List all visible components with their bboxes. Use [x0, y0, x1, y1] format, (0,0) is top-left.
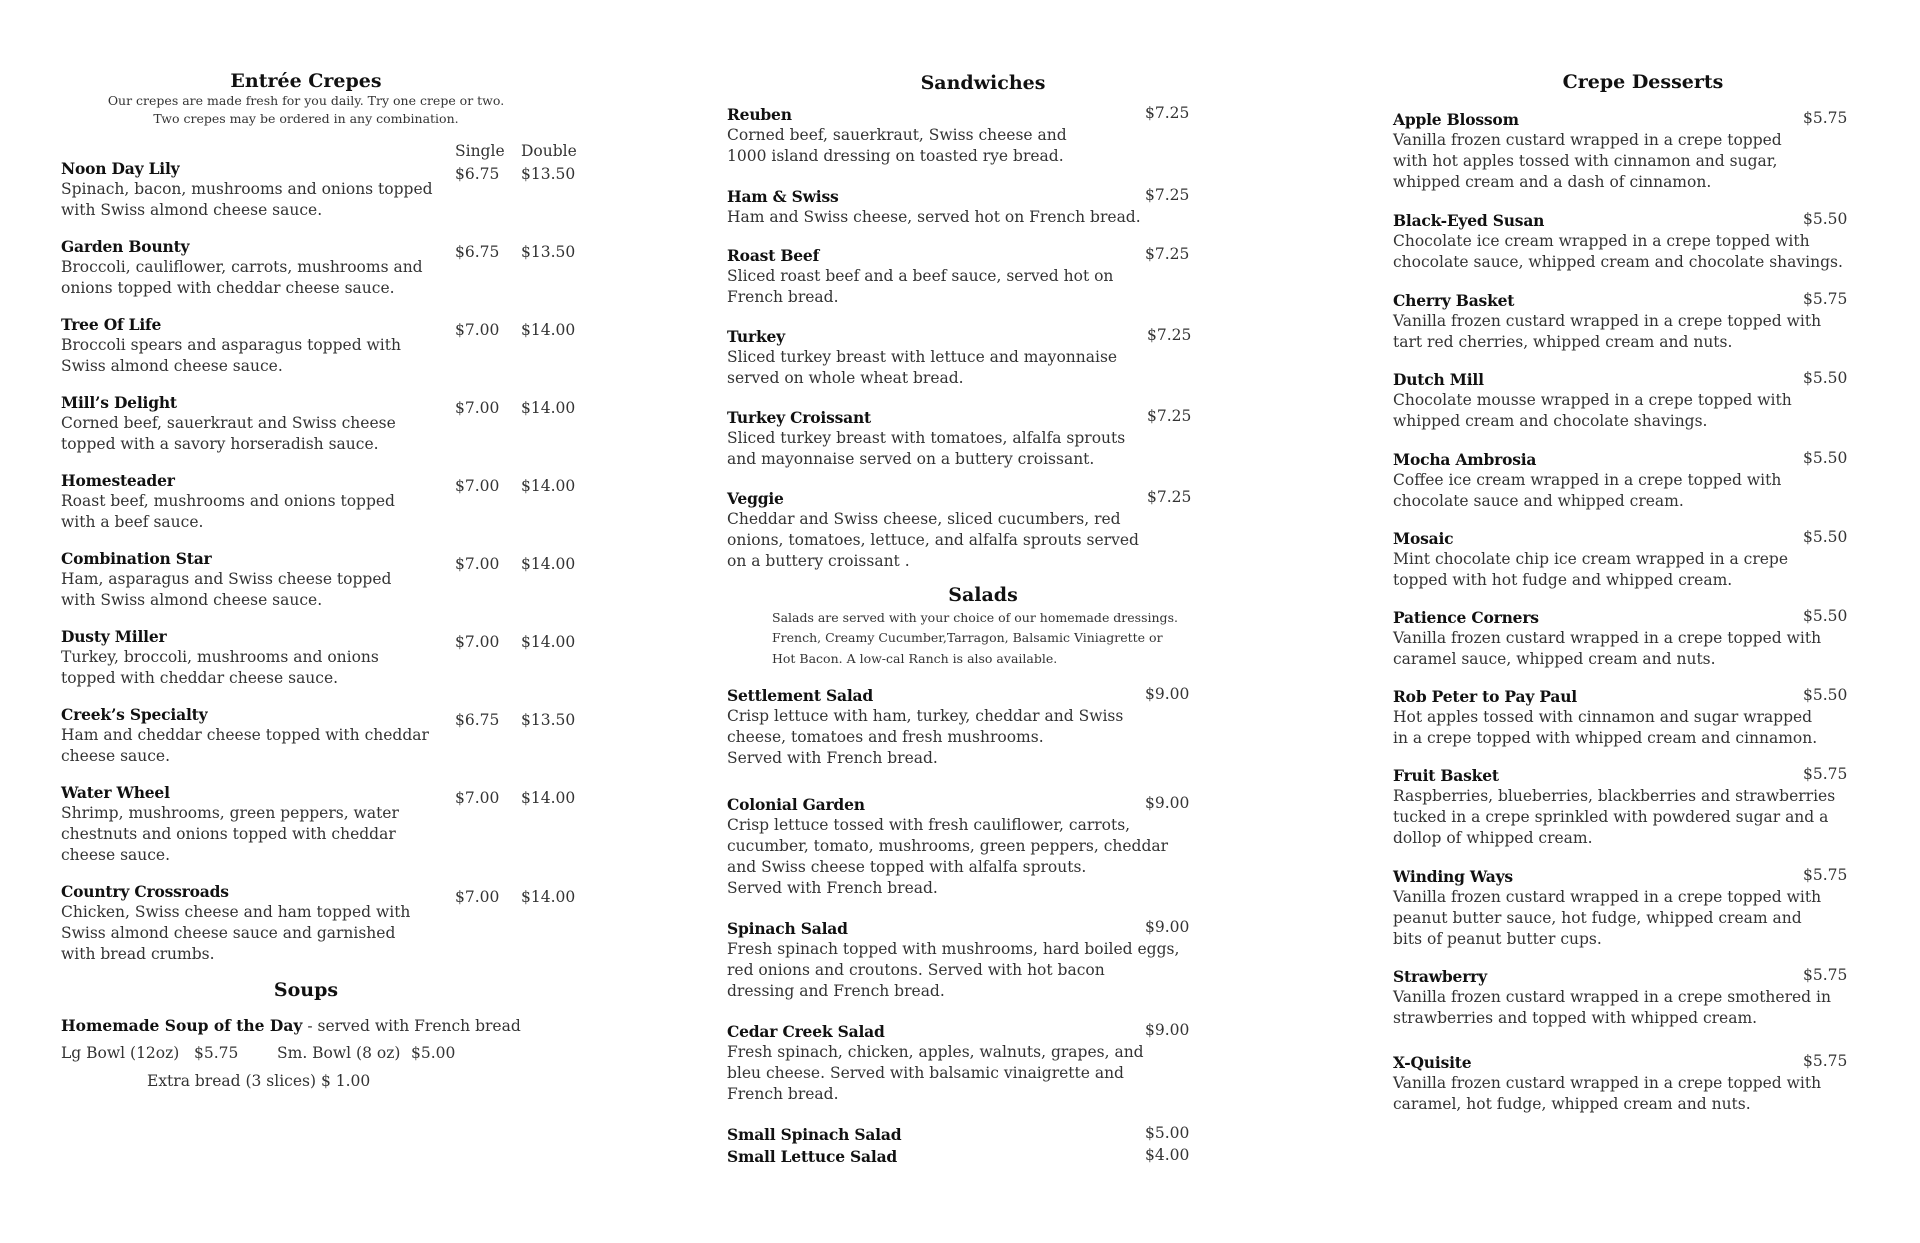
- entree-double-price: $13.50: [521, 711, 576, 729]
- salad-item: [727, 918, 1197, 1002]
- entree-item: [61, 782, 451, 866]
- dessert-item: [1393, 686, 1853, 749]
- dessert-item-description: Vanilla frozen custard wrapped in a crepe topped with hot apples tossed with cinnamon and sugar, whipped cream and a dash of cinnamon.: [1393, 131, 1782, 191]
- entree-item-name: Mill’s Delight: [61, 393, 177, 412]
- salad-item-name: Small Lettuce Salad: [727, 1147, 898, 1166]
- entree-single-price: $7.00: [455, 321, 500, 339]
- dessert-item-description: Chocolate mousse wrapped in a crepe topped with whipped cream and chocolate shavings.: [1393, 391, 1792, 430]
- entree-double-price: $14.00: [521, 789, 576, 807]
- dessert-item-description: Vanilla frozen custard wrapped in a crepe topped with caramel, hot fudge, whipped cream and nuts.: [1393, 1074, 1822, 1113]
- entree-item: [61, 626, 451, 689]
- sandwich-item-name: Veggie: [727, 489, 784, 508]
- dessert-item: [1393, 866, 1853, 950]
- salad-item: [727, 794, 1197, 899]
- entree-item: [61, 314, 451, 377]
- salad-item-name: Spinach Salad: [727, 919, 848, 938]
- dessert-item-name: Patience Corners: [1393, 608, 1539, 627]
- dessert-item-name: Winding Ways: [1393, 867, 1513, 886]
- entree-item-description: Corned beef, sauerkraut and Swiss cheese topped with a savory horseradish sauce.: [61, 414, 396, 453]
- sandwich-item: [727, 326, 1197, 389]
- entree-item-description: Ham and cheddar cheese topped with cheddar cheese sauce.: [61, 726, 429, 765]
- soup-small-bowl-price: $5.00: [411, 1044, 456, 1062]
- entree-single-price: $7.00: [455, 477, 500, 495]
- single-column-header: Single: [455, 142, 505, 160]
- entree-double-price: $14.00: [521, 555, 576, 573]
- salad-item-description: Crisp lettuce with ham, turkey, cheddar and Swiss cheese, tomatoes and fresh mushrooms. Served with French bread.: [727, 707, 1124, 767]
- entree-single-price: $6.75: [455, 243, 500, 261]
- sandwich-item-name: Roast Beef: [727, 246, 820, 265]
- dessert-item-name: Black-Eyed Susan: [1393, 211, 1545, 230]
- dessert-item: [1393, 210, 1853, 273]
- salad-item-description: Fresh spinach, chicken, apples, walnuts, grapes, and bleu cheese. Served with balsamic vinaigrette and French bread.: [727, 1043, 1144, 1103]
- entree-item: [61, 470, 451, 533]
- entree-double-price: $14.00: [521, 321, 576, 339]
- salads-note-1: Salads are served with your choice of our homemade dressings.: [772, 610, 1178, 625]
- salad-item: [727, 1146, 1197, 1167]
- sandwich-item-name: Turkey: [727, 327, 785, 346]
- entree-item: [61, 236, 451, 299]
- sandwich-item: [727, 488, 1197, 572]
- sandwich-item-name: Reuben: [727, 105, 792, 124]
- entree-single-price: $7.00: [455, 633, 500, 651]
- entree-item-description: Chicken, Swiss cheese and ham topped with Swiss almond cheese sauce and garnished with bread crumbs.: [61, 903, 411, 963]
- dessert-price: $5.75: [1803, 1052, 1848, 1070]
- dessert-item-name: Apple Blossom: [1393, 110, 1519, 129]
- entree-item-name: Country Crossroads: [61, 882, 229, 901]
- entree-double-price: $13.50: [521, 165, 576, 183]
- sandwich-price: $7.25: [1147, 326, 1192, 344]
- sandwich-item-description: Ham and Swiss cheese, served hot on French bread.: [727, 208, 1141, 226]
- soup-of-day-name: Homemade Soup of the Day: [61, 1016, 303, 1035]
- dessert-item: [1393, 765, 1853, 849]
- entree-item-name: Garden Bounty: [61, 237, 190, 256]
- dessert-item: [1393, 290, 1853, 353]
- dessert-item: [1393, 109, 1853, 193]
- entree-double-price: $14.00: [521, 399, 576, 417]
- dessert-price: $5.50: [1803, 686, 1848, 704]
- salad-item: [727, 1021, 1197, 1105]
- entree-item-name: Dusty Miller: [61, 627, 167, 646]
- soup-small-bowl-label: Sm. Bowl (8 oz): [277, 1044, 401, 1062]
- sandwich-price: $7.25: [1145, 245, 1190, 263]
- dessert-item-name: Mocha Ambrosia: [1393, 450, 1537, 469]
- dessert-price: $5.50: [1803, 449, 1848, 467]
- sandwich-item-description: Corned beef, sauerkraut, Swiss cheese and 1000 island dressing on toasted rye bread.: [727, 126, 1067, 165]
- salads-note-3: Hot Bacon. A low-cal Ranch is also available.: [772, 651, 1058, 666]
- entree-double-price: $14.00: [521, 477, 576, 495]
- entree-item-description: Shrimp, mushrooms, green peppers, water chestnuts and onions topped with cheddar cheese sauce.: [61, 804, 399, 864]
- dessert-item: [1393, 966, 1853, 1029]
- dessert-price: $5.75: [1803, 290, 1848, 308]
- entree-item-name: Noon Day Lily: [61, 159, 180, 178]
- sandwiches-title: Sandwiches: [920, 72, 1046, 94]
- entree-single-price: $6.75: [455, 165, 500, 183]
- dessert-item-description: Vanilla frozen custard wrapped in a crepe topped with tart red cherries, whipped cream and nuts.: [1393, 312, 1822, 351]
- salad-price: $9.00: [1145, 685, 1190, 703]
- entree-single-price: $7.00: [455, 888, 500, 906]
- dessert-item-description: Raspberries, blueberries, blackberries and strawberries tucked in a crepe sprinkled with powdered sugar and a dollop of whipped cream.: [1393, 787, 1836, 847]
- sandwich-price: $7.25: [1147, 488, 1192, 506]
- dessert-item: [1393, 1052, 1853, 1115]
- entree-item: [61, 548, 451, 611]
- salad-item-description: Fresh spinach topped with mushrooms, hard boiled eggs, red onions and croutons. Served with hot bacon dressing and French bread.: [727, 940, 1180, 1000]
- soups-title: Soups: [273, 979, 339, 1001]
- entree-item: [61, 881, 451, 965]
- salads-title: Salads: [948, 584, 1018, 606]
- salad-price: $9.00: [1145, 918, 1190, 936]
- dessert-item: [1393, 369, 1853, 432]
- salad-price: $4.00: [1145, 1146, 1190, 1164]
- dessert-item: [1393, 607, 1853, 670]
- entree-item: [61, 704, 451, 767]
- sandwich-item-description: Sliced roast beef and a beef sauce, served hot on French bread.: [727, 267, 1114, 306]
- salad-item-name: Colonial Garden: [727, 795, 865, 814]
- entree-single-price: $7.00: [455, 555, 500, 573]
- salads-note-2: French, Creamy Cucumber,Tarragon, Balsamic Viniagrette or: [772, 630, 1163, 645]
- entree-single-price: $6.75: [455, 711, 500, 729]
- dessert-item-description: Mint chocolate chip ice cream wrapped in a crepe topped with hot fudge and whipped cream.: [1393, 550, 1789, 589]
- dessert-price: $5.50: [1803, 369, 1848, 387]
- dessert-price: $5.75: [1803, 109, 1848, 127]
- dessert-item-description: Coffee ice cream wrapped in a crepe topped with chocolate sauce and whipped cream.: [1393, 471, 1782, 510]
- entree-item-description: Broccoli spears and asparagus topped with Swiss almond cheese sauce.: [61, 336, 401, 375]
- salad-price: $5.00: [1145, 1124, 1190, 1142]
- soup-large-bowl-label: Lg Bowl (12oz): [61, 1044, 180, 1062]
- dessert-item-name: Strawberry: [1393, 967, 1487, 986]
- entree-note-1: Our crepes are made fresh for you daily. Try one crepe or two.: [107, 93, 505, 108]
- dessert-item-name: Fruit Basket: [1393, 766, 1499, 785]
- entree-item: [61, 158, 451, 221]
- dessert-price: $5.50: [1803, 210, 1848, 228]
- sandwich-item-name: Ham & Swiss: [727, 187, 839, 206]
- salad-item-description: Crisp lettuce tossed with fresh cauliflower, carrots, cucumber, tomato, mushrooms, green peppers, cheddar and Swiss cheese topped with alfalfa sprouts. Served with French bread.: [727, 816, 1169, 897]
- dessert-item: [1393, 449, 1853, 512]
- sandwich-item: [727, 186, 1197, 228]
- entree-double-price: $14.00: [521, 888, 576, 906]
- soup-of-day-line: [61, 1016, 521, 1035]
- entree-item-name: Creek’s Specialty: [61, 705, 208, 724]
- entree-item-name: Combination Star: [61, 549, 212, 568]
- entree-double-price: $14.00: [521, 633, 576, 651]
- double-column-header: Double: [521, 142, 577, 160]
- dessert-item-name: Cherry Basket: [1393, 291, 1515, 310]
- dessert-item-name: Dutch Mill: [1393, 370, 1484, 389]
- sandwich-item-description: Sliced turkey breast with tomatoes, alfalfa sprouts and mayonnaise served on a buttery croissant.: [727, 429, 1126, 468]
- salad-price: $9.00: [1145, 1021, 1190, 1039]
- dessert-item-description: Vanilla frozen custard wrapped in a crepe topped with peanut butter sauce, hot fudge, whipped cream and bits of peanut butter cups.: [1393, 888, 1822, 948]
- entree-item-description: Turkey, broccoli, mushrooms and onions topped with cheddar cheese sauce.: [61, 648, 379, 687]
- entree-double-price: $13.50: [521, 243, 576, 261]
- salad-item-name: Small Spinach Salad: [727, 1125, 902, 1144]
- dessert-item-description: Vanilla frozen custard wrapped in a crepe smothered in strawberries and topped with whipped cream.: [1393, 988, 1831, 1027]
- entree-crepes-title: Entrée Crepes: [230, 70, 382, 92]
- sandwich-item-description: Cheddar and Swiss cheese, sliced cucumbers, red onions, tomatoes, lettuce, and alfalfa sprouts served on a buttery croissant .: [727, 510, 1139, 570]
- entree-item: [61, 392, 451, 455]
- dessert-item-description: Hot apples tossed with cinnamon and sugar wrapped in a crepe topped with whipped cream and cinnamon.: [1393, 708, 1818, 747]
- sandwich-item-description: Sliced turkey breast with lettuce and mayonnaise served on whole wheat bread.: [727, 348, 1118, 387]
- sandwich-price: $7.25: [1147, 407, 1192, 425]
- entree-single-price: $7.00: [455, 399, 500, 417]
- soup-of-day-note: - served with French bread: [302, 1017, 521, 1035]
- salad-item: [727, 685, 1197, 769]
- dessert-price: $5.75: [1803, 765, 1848, 783]
- entree-item-description: Broccoli, cauliflower, carrots, mushrooms and onions topped with cheddar cheese sauce.: [61, 258, 423, 297]
- dessert-item-name: Mosaic: [1393, 529, 1454, 548]
- dessert-item-description: Chocolate ice cream wrapped in a crepe topped with chocolate sauce, whipped cream and chocolate shavings.: [1393, 232, 1843, 271]
- entree-item-name: Homesteader: [61, 471, 175, 490]
- salad-item-name: Cedar Creek Salad: [727, 1022, 885, 1041]
- entree-item-name: Tree Of Life: [61, 315, 162, 334]
- dessert-price: $5.75: [1803, 866, 1848, 884]
- salad-price: $9.00: [1145, 794, 1190, 812]
- entree-item-description: Roast beef, mushrooms and onions topped with a beef sauce.: [61, 492, 395, 531]
- entree-note-2: Two crepes may be ordered in any combination.: [153, 111, 459, 126]
- sandwich-price: $7.25: [1145, 186, 1190, 204]
- salad-item-name: Settlement Salad: [727, 686, 874, 705]
- dessert-price: $5.50: [1803, 607, 1848, 625]
- sandwich-item: [727, 245, 1197, 308]
- dessert-item-name: X-Quisite: [1393, 1053, 1472, 1072]
- extra-bread-line: Extra bread (3 slices) $ 1.00: [147, 1072, 371, 1090]
- soup-large-bowl-price: $5.75: [194, 1044, 239, 1062]
- entree-item-description: Spinach, bacon, mushrooms and onions topped with Swiss almond cheese sauce.: [61, 180, 433, 219]
- sandwich-item: [727, 407, 1197, 470]
- sandwich-price: $7.25: [1145, 104, 1190, 122]
- dessert-item-name: Rob Peter to Pay Paul: [1393, 687, 1577, 706]
- entree-item-description: Ham, asparagus and Swiss cheese topped with Swiss almond cheese sauce.: [61, 570, 392, 609]
- dessert-price: $5.50: [1803, 528, 1848, 546]
- dessert-price: $5.75: [1803, 966, 1848, 984]
- sandwich-item: [727, 104, 1197, 167]
- crepe-desserts-title: Crepe Desserts: [1562, 71, 1724, 93]
- entree-single-price: $7.00: [455, 789, 500, 807]
- dessert-item: [1393, 528, 1853, 591]
- dessert-item-description: Vanilla frozen custard wrapped in a crepe topped with caramel sauce, whipped cream and nuts.: [1393, 629, 1822, 668]
- sandwich-item-name: Turkey Croissant: [727, 408, 872, 427]
- entree-item-name: Water Wheel: [61, 783, 170, 802]
- salad-item: [727, 1124, 1197, 1145]
